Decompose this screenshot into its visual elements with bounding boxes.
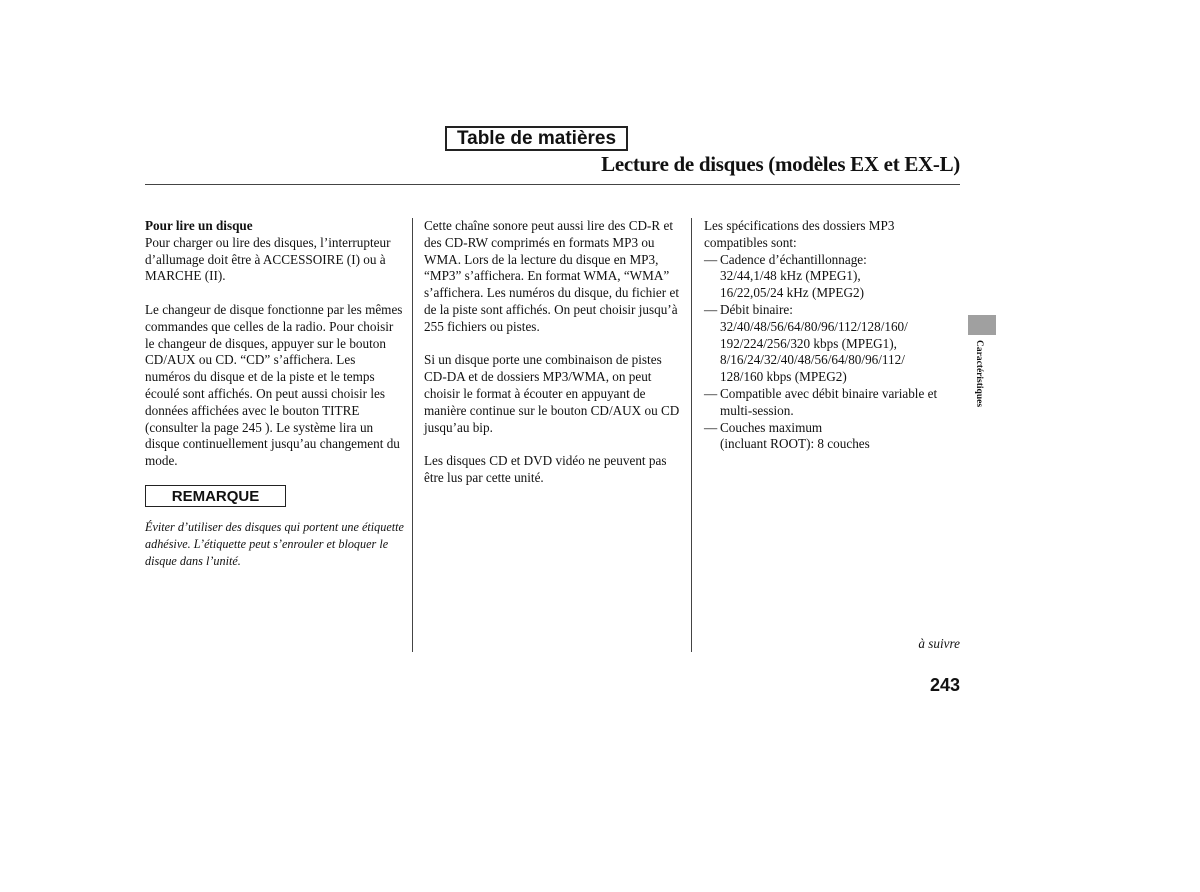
spec-line: Cadence d’échantillonnage: xyxy=(720,251,867,267)
spec-line: 32/44,1/48 kHz (MPEG1), xyxy=(720,268,861,284)
spec-line: 192/224/256/320 kbps (MPEG1), xyxy=(720,335,897,351)
spec-list xyxy=(704,252,960,454)
spec-line: 8/16/24/32/40/48/56/64/80/96/112/ xyxy=(720,352,905,368)
dash-bullet: — xyxy=(704,301,718,317)
spec-line: 128/160 kbps (MPEG2) xyxy=(720,369,847,385)
spec-line: multi-session. xyxy=(720,402,794,418)
dash-bullet: — xyxy=(704,385,718,401)
table-of-contents-button[interactable]: Table de matières xyxy=(445,126,628,151)
note-text: Éviter d’utiliser des disques qui portent une étiquette adhésive. L’étiquette peut s’enrouler et bloquer le disque dans l’unité. xyxy=(145,520,404,568)
spec-line: Couches maximum xyxy=(720,419,823,435)
section-tab-label: Caractéristiques xyxy=(974,340,984,408)
column-divider-1 xyxy=(412,218,413,652)
dash-bullet: — xyxy=(704,251,718,267)
spec-intro: Les spécifications des dossiers MP3 compatibles sont: xyxy=(704,218,895,250)
paragraph-dvd: Les disques CD et DVD vidéo ne peuvent pas être lus par cette unité. xyxy=(424,453,667,485)
note-label-box: REMARQUE xyxy=(145,485,286,507)
section-tab-marker xyxy=(968,315,996,335)
paragraph-mixed-disc: Si un disque porte une combinaison de pistes CD-DA et de dossiers MP3/WMA, on peut choisir le format à écouter en appuyant de manière continue sur le bouton CD/AUX ou CD jusqu’au bip. xyxy=(424,352,680,435)
spec-line: Débit binaire: xyxy=(720,301,793,317)
spec-item-bitrate xyxy=(704,302,960,386)
spec-line: (incluant ROOT): 8 couches xyxy=(720,436,870,452)
section-heading: Pour lire un disque xyxy=(145,218,253,233)
column-middle xyxy=(424,218,686,487)
continued-label: à suivre xyxy=(918,636,960,651)
page-title: Lecture de disques (modèles EX et EX-L) xyxy=(601,152,960,176)
paragraph-loading: Pour charger ou lire des disques, l’interrupteur d’allumage doit être à ACCESSOIRE (I) ou à MARCHE (II). xyxy=(145,234,391,284)
page-number: 243 xyxy=(929,675,960,695)
paragraph-changer: Le changeur de disque fonctionne par les mêmes commandes que celles de la radio. Pour choisir le changeur de disques, appuyer sur le bouton CD/AUX ou CD. “CD” s’affichera. Les numéros du disque et de la piste et le temps écoulé sont affichés. On peut aussi choisir les données affichées avec le bouton TITRE (consulter la page 245 ). Le système lira un disque continuellement jusqu’au changement du mode. xyxy=(145,301,403,469)
spec-line: 16/22,05/24 kHz (MPEG2) xyxy=(720,285,864,301)
dash-bullet: — xyxy=(704,419,718,435)
paragraph-mp3-wma: Cette chaîne sonore peut aussi lire des CD-R et des CD-RW comprimés en formats MP3 ou WMA. Lors de la lecture du disque en MP3, “MP3” s’affichera. En format WMA, “WMA” s’affichera. Les numéros du disque, du fichier et de la piste sont affichés. On peut choisir jusqu’à 255 fichiers ou pistes. xyxy=(424,218,679,334)
column-divider-2 xyxy=(691,218,692,652)
spec-item-vbr xyxy=(704,386,960,420)
spec-line: 32/40/48/56/64/80/96/112/128/160/ xyxy=(720,318,908,334)
spec-line: Compatible avec débit binaire variable et xyxy=(720,385,938,401)
column-left xyxy=(145,218,403,470)
spec-item-layers xyxy=(704,420,960,454)
spec-item-sampling xyxy=(704,252,960,302)
column-right xyxy=(704,218,960,453)
title-divider xyxy=(145,184,960,185)
